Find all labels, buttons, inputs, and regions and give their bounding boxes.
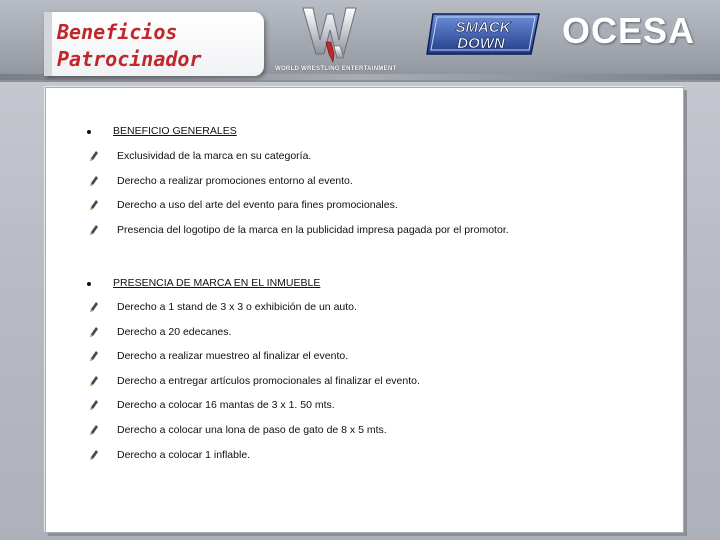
pen-bullet-icon: [90, 400, 98, 410]
list-item-text: Derecho a 20 edecanes.: [117, 325, 232, 338]
smackdown-logo-icon: [425, 12, 541, 56]
pen-bullet-icon: [90, 176, 98, 186]
pen-bullet-icon: [90, 351, 98, 361]
list-item-text: Derecho a realizar muestreo al finalizar el evento.: [117, 350, 349, 363]
wwe-caption: WORLD WRESTLING ENTERTAINMENT: [275, 66, 397, 72]
smackdown-line-1: SMACK: [455, 19, 511, 36]
pen-bullet-icon: [90, 327, 98, 337]
pen-bullet-icon: [90, 151, 98, 161]
list-item-text: Presencia del logotipo de la marca en la publicidad impresa pagada por el promotor.: [117, 223, 509, 236]
pen-bullet-icon: [90, 450, 98, 460]
list-item-text: Derecho a colocar una lona de paso de gato de 8 x 5 mts.: [117, 424, 387, 436]
list-item-text: Derecho a colocar 1 inflable.: [117, 448, 251, 461]
pen-bullet-icon: [90, 225, 98, 235]
list-item-text: Derecho a 1 stand de 3 x 3 o exhibición de un auto.: [117, 301, 357, 313]
list-item-text: Derecho a entregar artículos promocionales al finalizar el evento.: [117, 374, 420, 387]
section-heading: BENEFICIO GENERALES: [113, 125, 237, 137]
section-heading: PRESENCIA DE MARCA EN EL INMUEBLE: [113, 277, 321, 289]
list-item-text: Exclusividad de la marca en su categoría.: [117, 150, 312, 162]
ocesa-logo: OCESA: [562, 10, 696, 51]
pen-bullet-icon: [90, 200, 98, 210]
pen-bullet-icon: [90, 425, 98, 435]
page-title-line-1: Beneficios: [57, 20, 178, 44]
benefits-list: [46, 88, 683, 532]
page-title-line-2: Patrocinador: [57, 47, 202, 71]
section-bullet: [87, 282, 91, 286]
wwe-logo-icon: [300, 2, 366, 64]
list-item-text: Derecho a colocar 16 mantas de 3 x 1. 50 mts.: [117, 399, 335, 412]
list-item-text: Derecho a realizar promociones entorno al evento.: [117, 174, 353, 187]
content-panel: [45, 87, 684, 533]
smackdown-line-2: DOWN: [457, 35, 505, 52]
pen-bullet-icon: [90, 302, 98, 312]
pen-bullet-icon: [90, 376, 98, 386]
list-item-text: Derecho a uso del arte del evento para fines promocionales.: [117, 199, 398, 212]
section-bullet: [87, 130, 91, 134]
